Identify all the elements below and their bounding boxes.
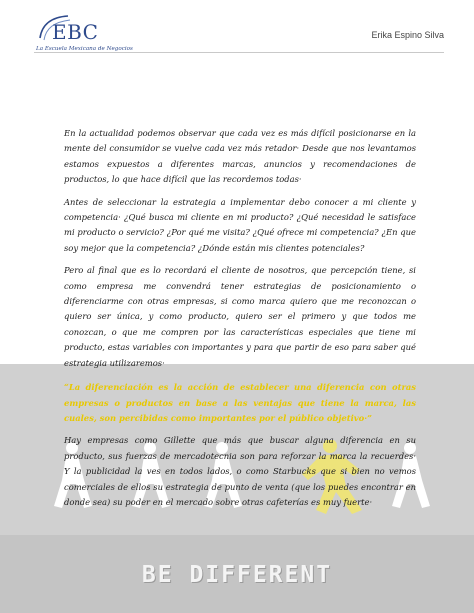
logo-text: EBC — [52, 20, 99, 44]
paragraph-strategy: Pero al final que es lo recordará el cliente de nosotros, que percepción tiene, si como empresa me convendrá tener estrategias de posicionamiento o diferenciarme con otras empresas, si como marca quiero que me reconozcan o quiero ser única, y como producto, quiero ser el primero y que todos me conozcan, o que me compren por las características especiales que tiene mi producto, estas variables con importantes y para que partir de eso para saber qué estrategia utilizaremos· — [64, 265, 416, 368]
paragraph-questions: Antes de seleccionar la estrategia a implementar debo conocer a mi cliente y competencia· ¿Qué busca mi cliente en mi producto? ¿Qué necesidad le satisface mi producto o servicio? ¿Por qué me visita? ¿Qué ofrece mi competencia? ¿En que soy mejor que la competencia? ¿Dónde están mis clientes potenciales? — [64, 196, 416, 253]
document-body — [64, 126, 416, 517]
be-different-slogan: BE DIFFERENT — [141, 562, 333, 588]
author-name: Erika Espino Silva — [371, 30, 444, 40]
paragraph-examples: Hay empresas como Gillette que más que buscar alguna diferencia en su producto, sus fuerzas de mercadotecnia son para reforzar la marca la recuerdes· Y la publicidad la ves en todos lados, o como Starbucks que si bien no vemos comerciales de ellos su estrategia de punto de venta (que los puedes encontrar en donde sea) su poder en el mercado sobre otras cafeterías es muy fuerte· — [64, 435, 416, 507]
header-divider — [34, 52, 444, 53]
definition-quote: “La diferenciación es la acción de establecer una diferencia con otras empresas o productos en base a las ventajas que tiene la marca, las cuales, son percibidas como importantes por el público objetivo·” — [64, 382, 416, 423]
page-header — [0, 0, 474, 60]
logo-subtitle: La Escuela Mexicana de Negocios — [36, 46, 133, 52]
paragraph-intro: En la actualidad podemos observar que cada vez es más difícil posicionarse en la mente del consumidor se vuelve cada vez más retador· Desde que nos levantamos estamos expuestos a diferentes marcas, anuncios y recomendaciones de productos, lo que hace difícil que las recordemos todas· — [64, 128, 416, 185]
